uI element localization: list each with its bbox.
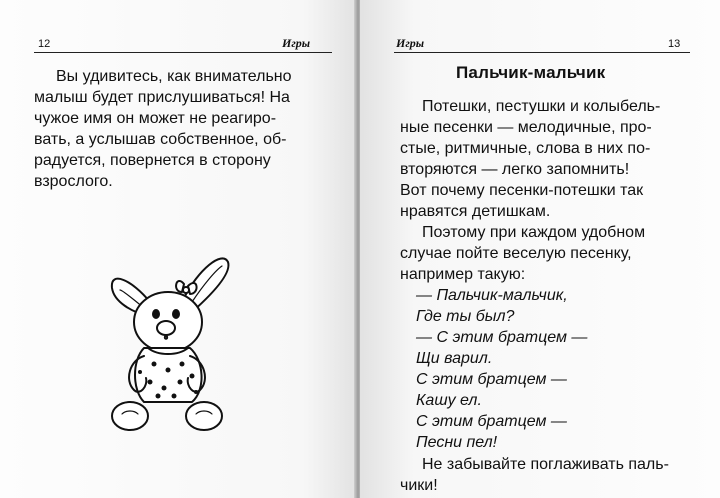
left-line-6: взрослого. (34, 173, 113, 190)
right-paragraph-2 (400, 222, 700, 285)
verse-block (416, 285, 696, 453)
verse-line-4: Щи варил. (416, 350, 493, 367)
verse-line-7: С этим братцем — (416, 413, 567, 430)
left-line-2: малыш будет прислушиваться! На (34, 89, 290, 106)
left-running-head: Игры (282, 36, 311, 50)
left-page-number: 12 (38, 38, 51, 50)
p3-line-1: Не забывайте поглаживать паль- (422, 456, 669, 473)
p1-line-1: Потешки, пестушки и колыбель- (422, 98, 661, 115)
p1-line-5: Вот почему песенки-потешки так (400, 182, 644, 199)
left-header-rule (34, 52, 332, 53)
right-paragraph-3 (400, 454, 700, 496)
verse-line-3: — С этим братцем — (416, 329, 588, 346)
left-page (0, 0, 357, 498)
p1-line-4: вторяются — легко запомнить! (400, 161, 630, 178)
bunny-illustration (92, 240, 242, 440)
right-page (360, 0, 720, 498)
p2-line-2: случае пойте веселую песенку, (400, 245, 632, 262)
left-paragraph (34, 66, 334, 192)
left-line-1: Вы удивитесь, как внимательно (56, 68, 292, 85)
verse-line-5: С этим братцем — (416, 371, 567, 388)
left-line-4: вать, а услышав собственное, об- (34, 131, 287, 148)
verse-line-1: — Пальчик-мальчик, (416, 287, 568, 304)
left-line-5: радуется, повернется в сторону (34, 152, 271, 169)
section-title: Пальчик-мальчик (456, 63, 606, 82)
p2-line-3: например такую: (400, 266, 526, 283)
p1-line-3: стые, ритмичные, слова в них по- (400, 140, 651, 157)
right-running-head: Игры (396, 36, 425, 50)
p2-line-1: Поэтому при каждом удобном (422, 224, 646, 241)
verse-line-2: Где ты был? (416, 308, 515, 325)
p3-line-2: чики! (400, 477, 438, 494)
verse-line-6: Кашу ел. (416, 392, 482, 409)
left-line-3: чужое имя он может не реагиро- (34, 110, 277, 127)
p1-line-2: ные песенки — мелодичные, про- (400, 119, 652, 136)
right-paragraph-1 (400, 96, 700, 222)
right-header-rule (394, 52, 690, 53)
verse-line-8: Песни пел! (416, 434, 498, 451)
right-page-number: 13 (668, 38, 681, 50)
p1-line-6: нравятся детишкам. (400, 203, 551, 220)
